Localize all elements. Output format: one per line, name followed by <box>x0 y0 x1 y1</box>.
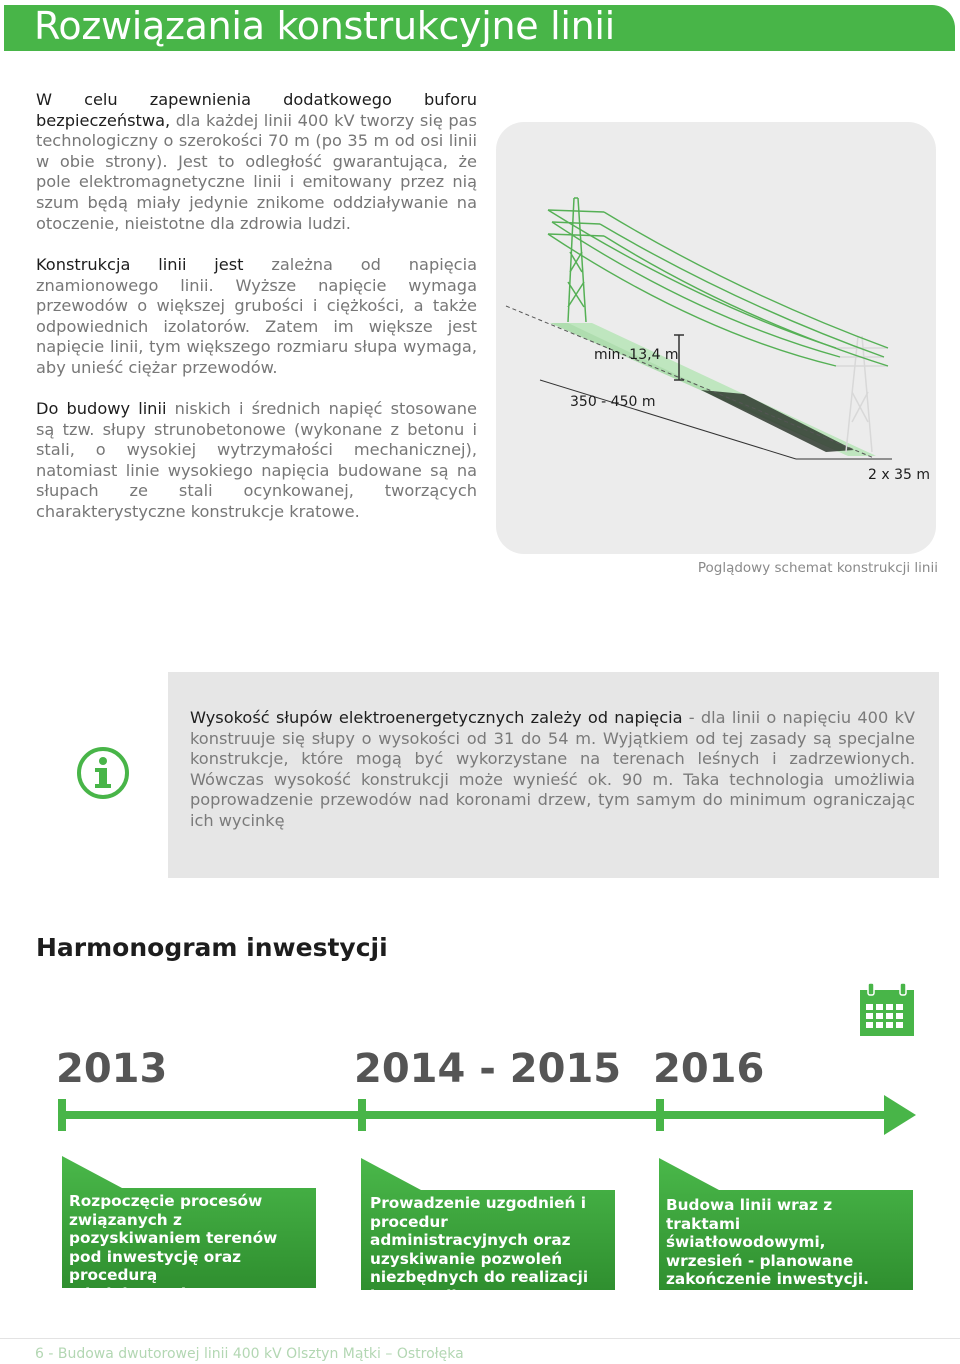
timeline-arrow <box>52 1090 918 1140</box>
schedule-title: Harmonogram inwestycji <box>36 933 388 962</box>
calendar-icon <box>858 982 916 1038</box>
year-2014-2015: 2014 - 2015 <box>354 1046 622 1092</box>
clearance-label: min. 13,4 m <box>594 347 679 363</box>
year-2013: 2013 <box>56 1046 168 1092</box>
page-title: Rozwiązania konstrukcyjne linii <box>34 4 615 48</box>
info-icon <box>76 746 130 800</box>
power-line-diagram <box>496 122 936 554</box>
intro-paragraph-2: Konstrukcja linii jest zależna od napięcia znamionowego linii. Wyższe napięcie wymaga przewodów o większej grubości i ciężkości, a także odpowiednich izolatorów. Zatem im większe jest napięcie linii, tym większego rozmiaru słupa wymaga, aby unieść ciężar przewodów. <box>36 255 477 377</box>
phase-2-text: Prowadzenie uzgodnień i procedur administracyjnych oraz uzyskiwanie pozwoleń niezbędnych do realizacji inwestycji. <box>370 1194 589 1305</box>
phase-1-text: Rozpoczęcie procesów związanych z pozyskiwaniem terenów pod inwestycję oraz procedurą administracyjną. <box>69 1192 278 1303</box>
footer-divider <box>0 1338 960 1339</box>
intro-paragraph-1: W celu zapewnienia dodatkowego buforu bezpieczeństwa, dla każdej linii 400 kV tworzy się pas technologiczny o szerokości 70 m (po 35 m od osi linii w obie strony). Jest to odległość gwarantująca, że pole elektromagnetyczne linii i emitowany przez nią szum będą miały jedynie znikome oddziaływanie na otoczenie, nieistotne dla zdrowia ludzi. <box>36 90 477 233</box>
year-2016: 2016 <box>653 1046 765 1092</box>
footer-text: 6 - Budowa dwutorowej linii 400 kV Olsztyn Mątki – Ostrołęka <box>35 1346 464 1362</box>
diagram-caption: Poglądowy schemat konstrukcji linii <box>697 560 938 576</box>
pylon-right <box>836 336 888 452</box>
pylon-left <box>548 198 604 322</box>
span-label: 350 - 450 m <box>570 394 656 410</box>
info-text: Wysokość słupów elektroenergetycznych zależy od napięcia - dla linii o napięciu 400 kV konstruuje się słupy o wysokości od 31 do 54 m. Wyjątkiem od tej zasady są specjalne konstrukcje, które mogą być wykorzystane na terenach leśnych i zadrzewionych. Wówczas wysokość konstrukcji może wynieść ok. 90 m. Taka technologia umożliwia poprowadzenie przewodów nad koronami drzew, tym samym do minimum ograniczając ich wycinkę <box>190 708 915 830</box>
intro-paragraph-3: Do budowy linii niskich i średnich napięć stosowane są tzw. słupy strunobetonowe (wykonane z betonu i stali, o wysokiej wytrzymałości mechanicznej), natomiast linie wysokiego napięcia budowane są na słupach ze stali ocynkowanej, tworzących charakterystyczne konstrukcje kratowe. <box>36 399 477 521</box>
corridor-width-label: 2 x 35 m <box>868 467 930 483</box>
phase-3-text: Budowa linii wraz z traktami światłowodowymi, wrzesień - planowane zakończenie inwestycji. <box>666 1196 869 1289</box>
